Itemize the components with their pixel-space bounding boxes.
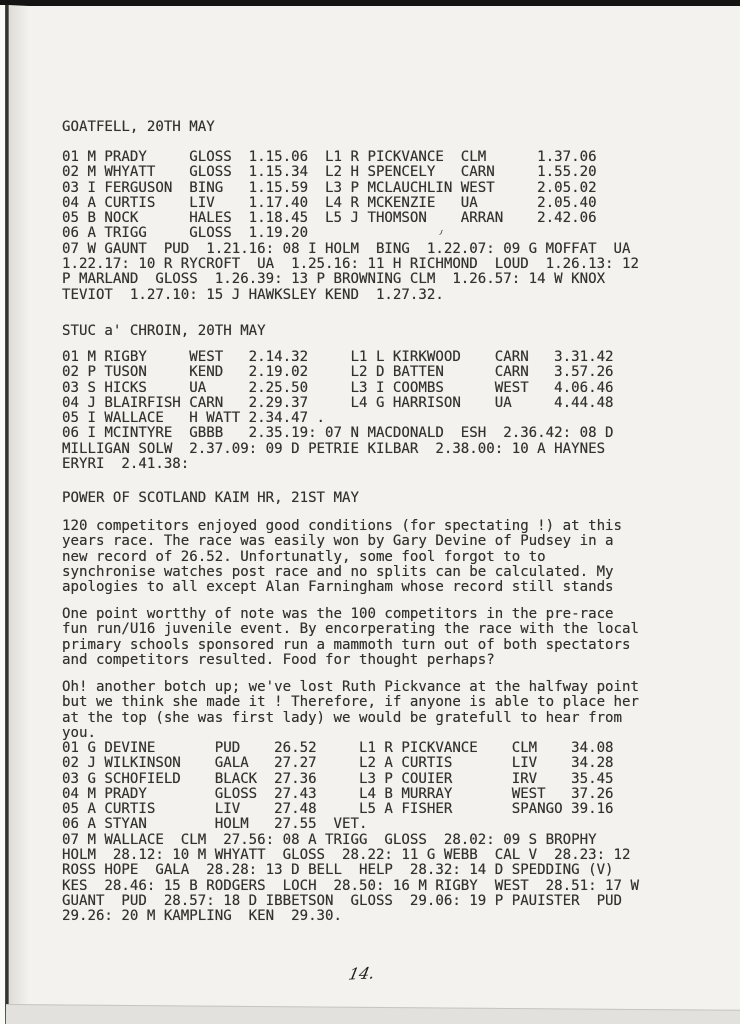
text-line: fun run/U16 juvenile event. By encorperating the race with the local (62, 621, 639, 638)
text-line: 03 I FERGUSON BING 1.15.59 L3 P MCLAUCHLIN WEST 2.05.02 (62, 179, 597, 196)
text-line: and competitors resulted. Food for thought perhaps? (62, 651, 495, 668)
paragraph-race-report (62, 519, 622, 595)
text-line: 04 A CURTIS LIV 1.17.40 L4 R MCKENZIE UA 2.05.40 (62, 194, 597, 211)
text-line: TEVIOT 1.27.10: 15 J HAWKSLEY KEND 1.27.32. (62, 286, 444, 303)
results-block-goatfell (62, 150, 639, 303)
text-line: 02 P TUSON KEND 2.19.02 L2 D BATTEN CARN 3.57.26 (62, 364, 614, 381)
text-line: new record of 26.52. Unfortunatly, some fool forgot to to (62, 548, 546, 565)
text-line: 01 G DEVINE PUD 26.52 L1 R PICKVANCE CLM 34.08 (62, 740, 614, 756)
results-block-power-of-scotland (62, 741, 639, 925)
text-line: 05 A CURTIS LIV 27.48 L5 A FISHER SPANGO 39.16 (62, 801, 614, 818)
text-line: ERYRI 2.41.38: (62, 456, 190, 473)
text-line: ROSS HOPE GALA 28.28: 13 D BELL HELP 28.32: 14 D SPEDDING (V) (62, 862, 614, 879)
text-line: 01 M PRADY GLOSS 1.15.06 L1 R PICKVANCE CLM 1.37.06 (62, 149, 597, 165)
text-line: 05 I WALLACE H WATT 2.34.47 . (62, 410, 326, 427)
text-line: KES 28.46: 15 B RODGERS LOCH 28.50: 16 M RIGBY WEST 28.51: 17 W (62, 877, 639, 894)
text-line: 03 S HICKS UA 2.25.50 L3 I COOMBS WEST 4.06.46 (62, 379, 614, 396)
text-line: 03 G SCHOFIELD BLACK 27.36 L3 P COUIER IRV 35.45 (62, 770, 614, 787)
paragraph-botch-up (62, 680, 639, 741)
text-line: 01 M RIGBY WEST 2.14.32 L1 L KIRKWOOD CARN 3.31.42 (62, 349, 614, 365)
text-line: GUANT PUD 28.57: 18 D IBBETSON GLOSS 29.06: 19 P PAUISTER PUD (62, 892, 623, 909)
text-line: 07 M WALLACE CLM 27.56: 08 A TRIGG GLOSS 28.02: 09 S BROPHY (62, 831, 597, 848)
text-line: 29.26: 20 M KAMPLING KEN 29.30. (62, 908, 343, 925)
scan-bottom-edge (6, 1004, 740, 1024)
text-line: you. (62, 724, 96, 741)
section-heading-stuc-a-chroin: STUC a' CHROIN, 20TH MAY (62, 323, 266, 339)
text-line: at the top (she was first lady) we would be gratefull to hear from (62, 709, 623, 726)
paragraph-fun-run (62, 607, 639, 668)
text-line: 06 I MCINTYRE GBBB 2.35.19: 07 N MACDONALD ESH 2.36.42: 08 D (62, 425, 614, 442)
text-line: 06 A TRIGG GLOSS 1.19.20 (62, 225, 309, 242)
section-heading-goatfell: GOATFELL, 20TH MAY (62, 119, 215, 135)
text-line: Oh! another botch up; we've lost Ruth Pickvance at the halfway point (62, 679, 639, 695)
text-line: MILLIGAN SOLW 2.37.09: 09 D PETRIE KILBAR 2.38.00: 10 A HAYNES (62, 440, 606, 457)
text-line: apologies to all except Alan Farningham whose record still stands (62, 579, 614, 596)
text-line: 02 M WHYATT GLOSS 1.15.34 L2 H SPENCELY CARN 1.55.20 (62, 164, 597, 181)
text-line: P MARLAND GLOSS 1.26.39: 13 P BROWNING CLM 1.26.57: 14 W KNOX (62, 271, 606, 288)
section-heading-power-of-scotland: POWER OF SCOTLAND KAIM HR, 21ST MAY (62, 490, 359, 506)
results-block-stuc-a-chroin (62, 350, 614, 472)
scan-left-shadow (9, 5, 29, 1024)
text-line: 04 M PRADY GLOSS 27.43 L4 B MURRAY WEST 37.26 (62, 785, 614, 802)
handwritten-page-number: 14. (346, 963, 377, 984)
text-line: 05 B NOCK HALES 1.18.45 L5 J THOMSON ARRAN 2.42.06 (62, 210, 597, 227)
text-line: but we think she made it ! Therefore, if anyone is able to place her (62, 694, 639, 711)
text-line: 1.22.17: 10 R RYCROFT UA 1.25.16: 11 H RICHMOND LOUD 1.26.13: 12 (62, 256, 639, 273)
text-line: synchronise watches post race and no splits can be calculated. My (62, 563, 614, 580)
text-line: One point wortthy of note was the 100 competitors in the pre-race (62, 606, 614, 622)
text-line: HOLM 28.12: 10 M WHYATT GLOSS 28.22: 11 G WEBB CAL V 28.23: 12 (62, 847, 631, 864)
scan-top-edge (0, 0, 740, 6)
text-line: 02 J WILKINSON GALA 27.27 L2 A CURTIS LIV 34.28 (62, 755, 614, 772)
text-line: 06 A STYAN HOLM 27.55 VET. (62, 816, 368, 833)
text-line: 120 competitors enjoyed good conditions (for spectating !) at this (62, 518, 623, 534)
text-line: primary schools sponsored run a mammoth turn out of both spectators (62, 636, 631, 653)
text-line: 07 W GAUNT PUD 1.21.16: 08 I HOLM BING 1.22.07: 09 G MOFFAT UA (62, 240, 631, 257)
text-line: years race. The race was easily won by Gary Devine of Pudsey in a (62, 533, 614, 550)
text-line: 04 J BLAIRFISH CARN 2.29.37 L4 G HARRISON UA 4.44.48 (62, 394, 614, 411)
